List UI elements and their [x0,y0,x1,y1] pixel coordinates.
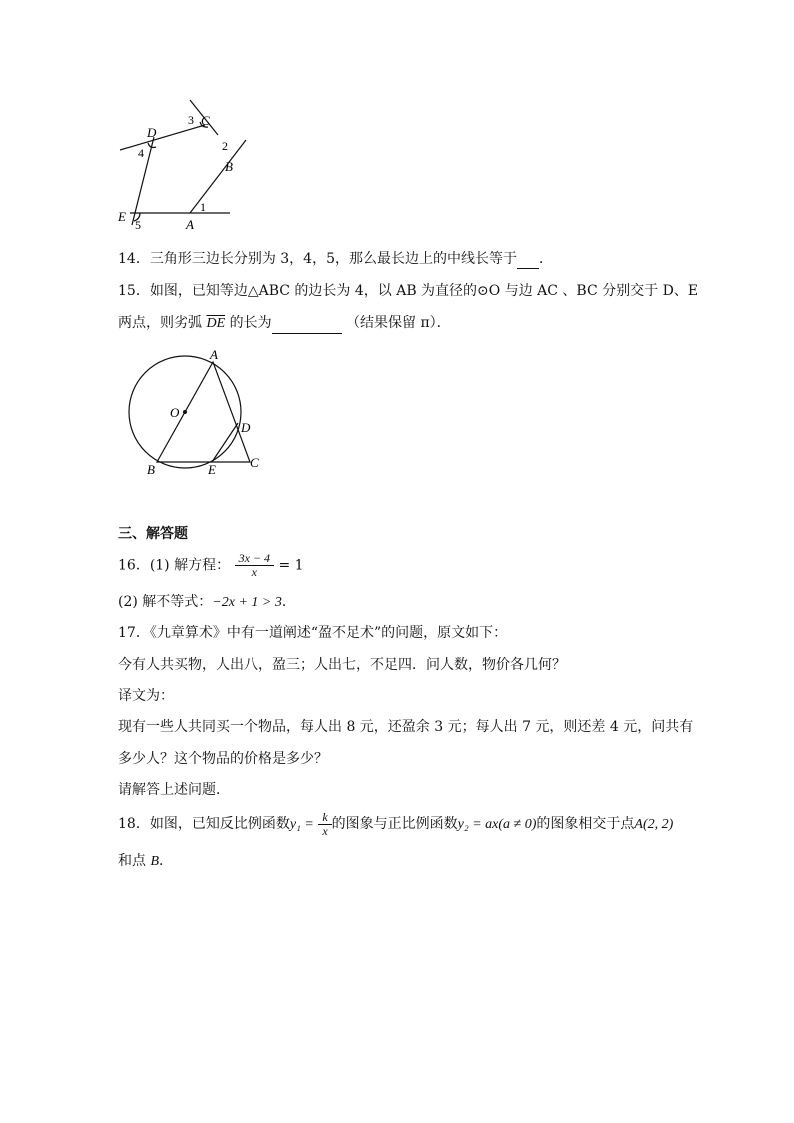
label-e: E [118,209,126,224]
q14-tail: ． [539,251,553,267]
q18-y2: y₂ = ax(a ≠ 0) [457,817,537,832]
q18-fraction [318,811,331,838]
angle-4: 4 [138,146,144,160]
label-a2: A [210,347,218,362]
q15-answer-blank[interactable] [272,313,342,334]
q18-line2: 和点 [118,853,146,869]
question-18-line1 [118,810,673,839]
q15-text-b: 的长为 [229,315,272,331]
angle-2: 2 [222,139,228,153]
arc-de: $\overline{DE}$ [206,316,226,331]
label-d: D [147,125,157,140]
q18-mid: 的图象与正比例函数 [331,816,458,832]
question-17-line5: 多少人？这个物品的价格是多少？ [118,751,328,767]
question-17-line6: 请解答上述问题． [118,782,230,798]
question-15-line2 [118,313,451,334]
q18-mid2: 的图象相交于点 [536,816,635,832]
question-18-line2 [118,851,173,872]
line-dc-extended [120,125,205,150]
label-c2: C [250,455,259,470]
q14-answer-blank[interactable] [517,248,539,269]
q18-numerator: k [318,811,331,825]
label-b2: B [147,462,155,477]
question-17-line3: 译文为： [118,688,174,704]
q18-y1: y₁ = [289,817,314,832]
label-e2: E [208,462,216,477]
q18-prefix: 18．如图，已知反比例函数 [118,816,290,832]
label-b: B [225,159,233,174]
question-16-part2 [118,592,296,613]
section-title: 三、解答题 [118,526,188,542]
q16-equals: = 1 [278,557,304,574]
angle-1: 1 [200,200,206,214]
label-o: O [170,405,180,420]
q16-part2-suffix: ． [281,594,296,610]
segment-ed [212,423,238,462]
q18-end: ． [159,853,174,869]
q16-denominator: x [251,565,257,579]
q18-point-b: B [150,854,160,869]
q16-part2-prefix: (2) 解不等式： [118,594,213,610]
q16-numerator: 3x − 4 [235,552,274,566]
question-14 [118,248,553,269]
q15-text-a: 两点，则劣弧 [118,315,202,331]
q16-inequality: −2x + 1 > 3 [212,595,282,610]
q15-text-c: （结果保留 π）． [346,315,451,331]
q18-point-a: A(2, 2) [634,817,674,832]
question-16-part1 [118,552,304,579]
q14-text: 14．三角形三边长分别为 3，4，5，那么最长边上的中线长等于 [118,251,517,267]
center-point-o [183,410,187,414]
angle-5: 5 [135,218,141,232]
angle-3: 3 [188,113,194,127]
label-a: A [186,217,194,232]
line-ba-extended [190,140,246,213]
circle-triangle-figure [120,345,270,480]
q16-fraction [235,552,274,579]
question-17-line1: 17．《九章算术》中有一道阐述“盈不足术”的问题，原文如下： [118,625,508,641]
question-17-line2: 今有人共买物，人出八，盈三；人出七，不足四．问人数，物价各几何？ [118,657,566,673]
q16-prefix: 16．(1) 解方程： [118,557,231,574]
label-d2: D [241,420,251,435]
q18-denominator: x [322,823,328,838]
label-c: C [201,113,210,128]
question-15-line1: 15．如图，已知等边△ABC 的边长为 4，以 AB 为直径的⊙O 与边 AC 、BC 分别交于 D、E [118,283,699,299]
question-17-line4: 现有一些人共同买一个物品，每人出 8 元，还盈余 3 元；每人出 7 元，则还差 4 元，问共有 [118,719,694,735]
pentagon-figure [110,95,250,235]
